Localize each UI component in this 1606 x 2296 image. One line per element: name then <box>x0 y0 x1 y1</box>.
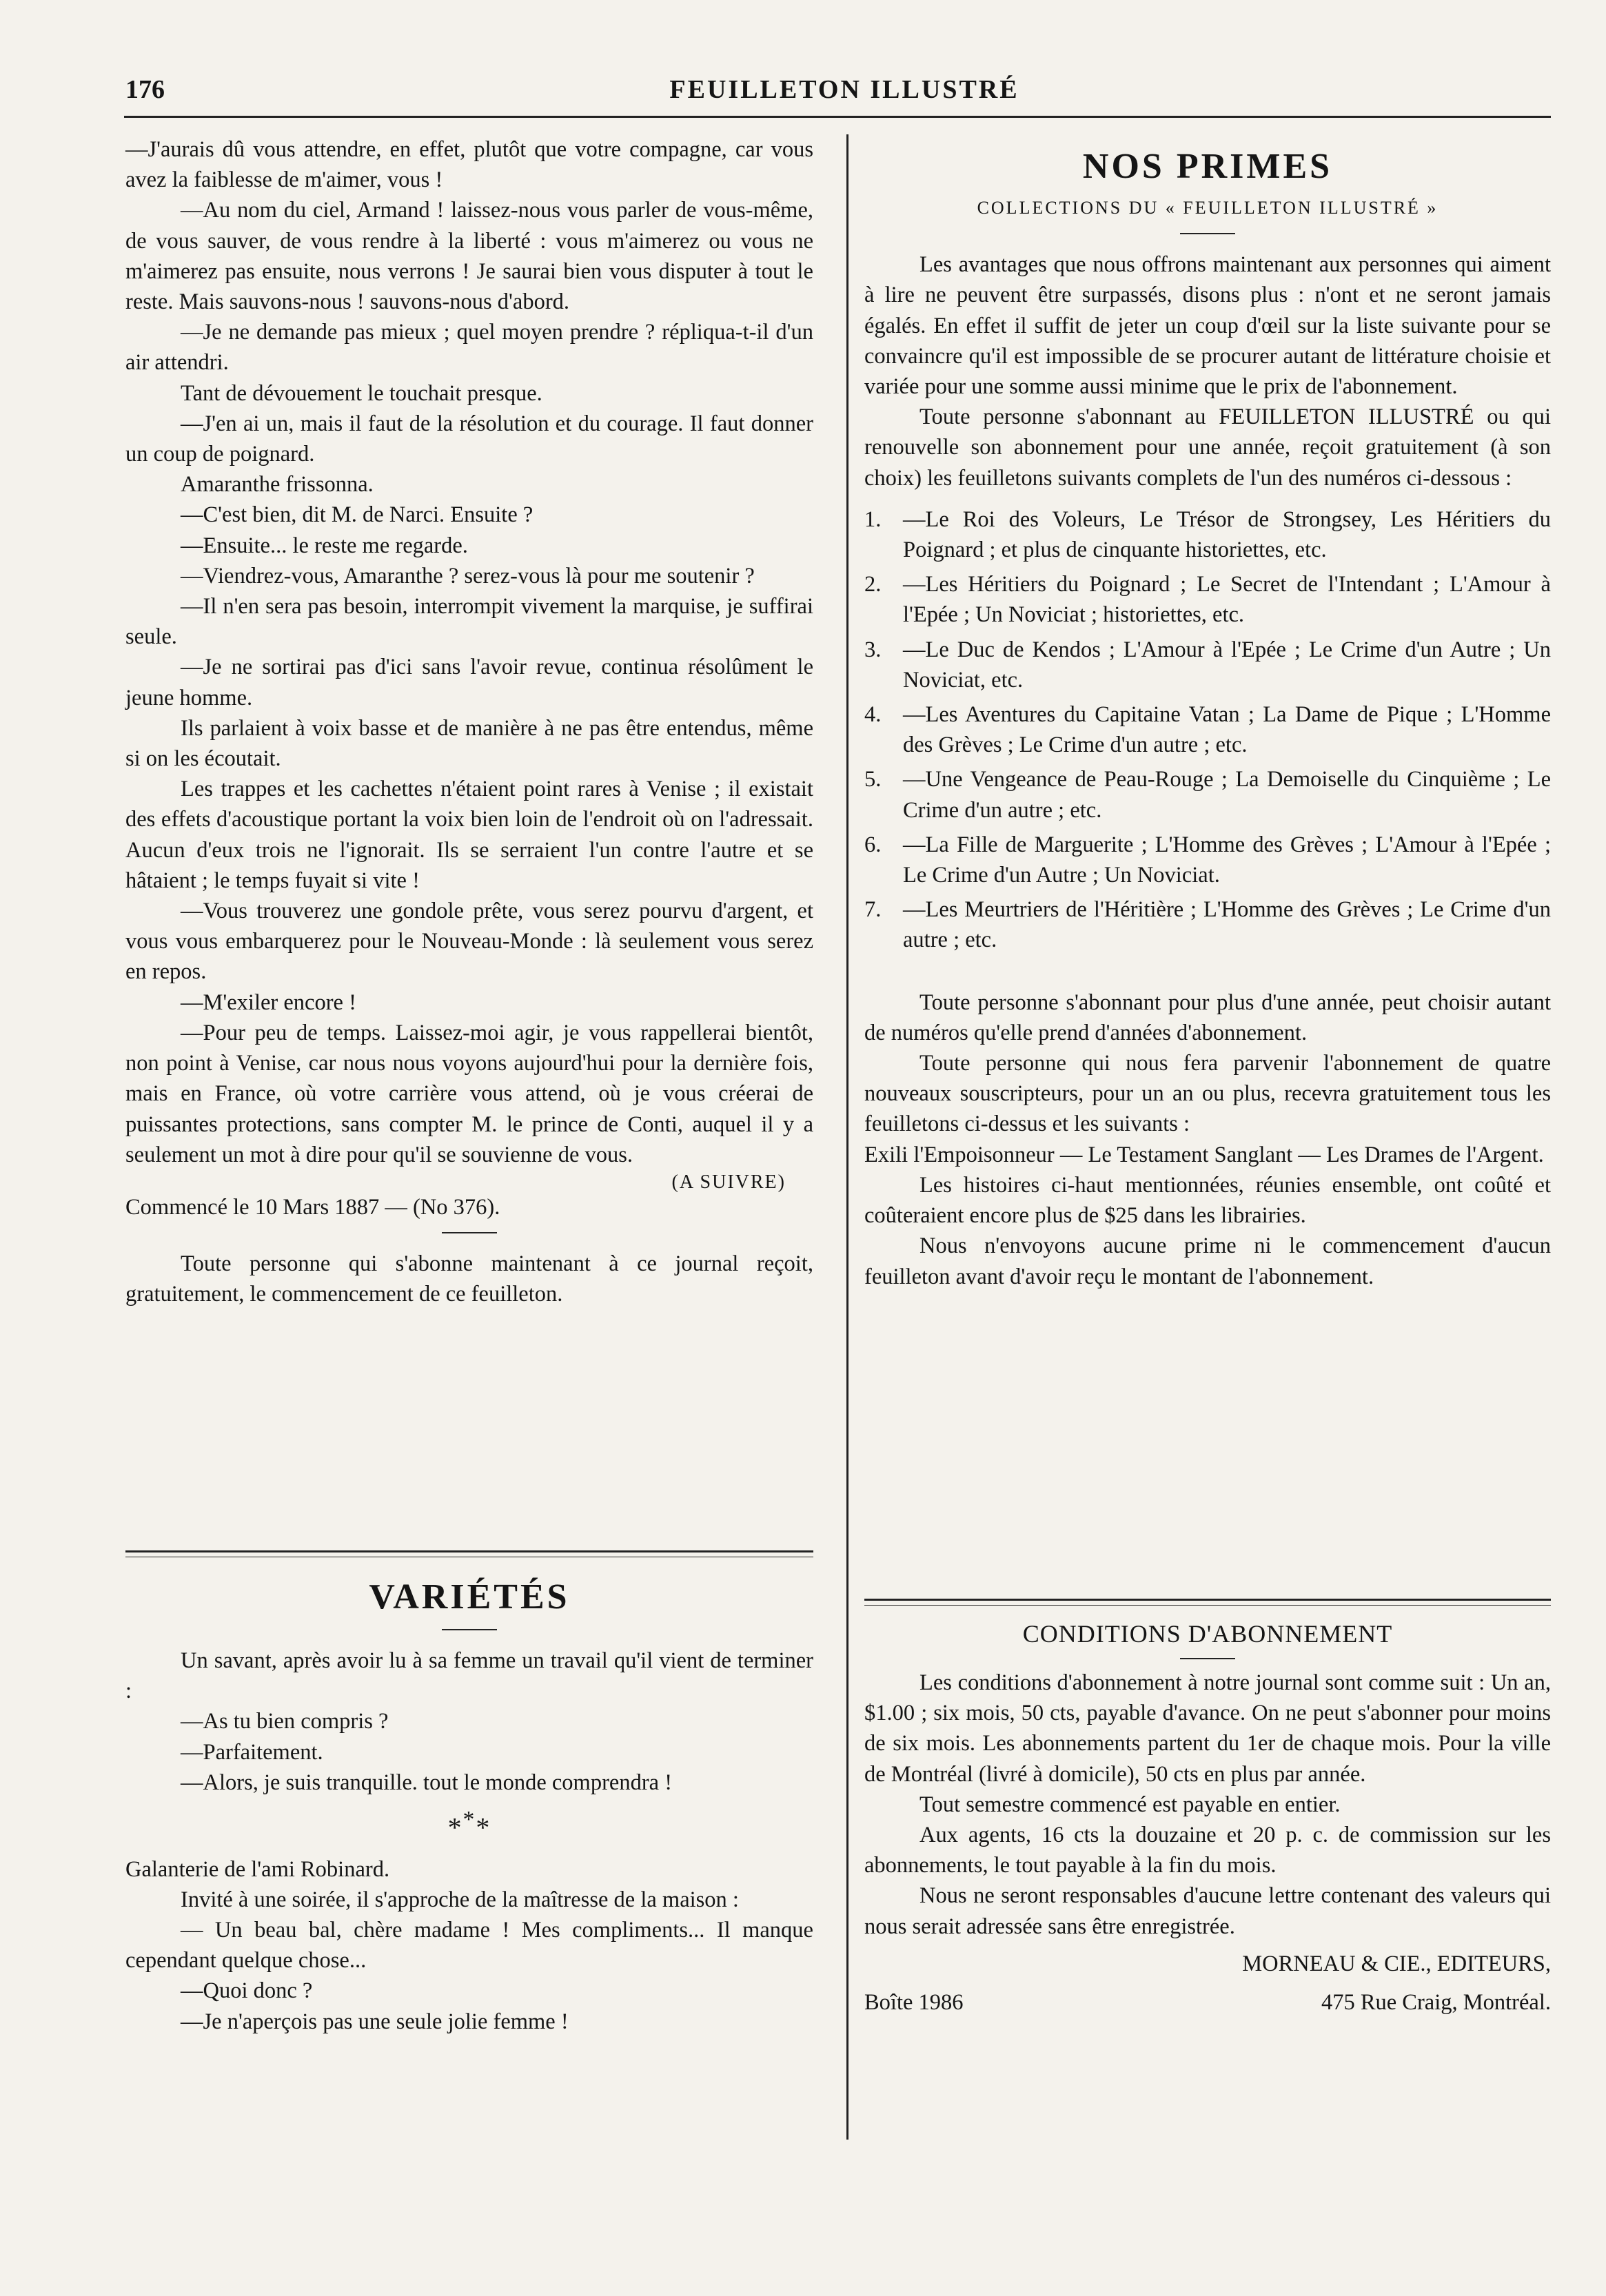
story-paragraph: Amaranthe frissonna. <box>181 472 374 498</box>
commence-line: Commencé le 10 Mars 1887 — (No 376). <box>125 1194 500 1220</box>
story-paragraph: —J'aurais dû vous attendre, en effet, plutôt que votre compagne, car vous avez la faiblesse de m'aimer, vous ! <box>125 137 813 193</box>
joke-paragraph: —Alors, je suis tranquille. tout le monde comprendra ! <box>181 1770 673 1795</box>
primes-intro: Les avantages que nous offrons maintenant aux personnes qui aiment à lire ne peuvent être surpassés, disons plus : n'ont et ne seront jamais égalés. En effet il suffit de jeter un coup d'œil sur la liste suivante pour se convaincre qu'il est impossible de se procurer autant de littérature choisie et variée pour une somme aussi minime que le prix de l'abonnement. <box>864 252 1551 400</box>
joke-paragraph: —Parfaitement. <box>181 1739 323 1765</box>
primes-title: NOS PRIMES <box>1082 147 1333 186</box>
primes-more: Toute personne s'abonnant pour plus d'une année, peut choisir autant de numéros qu'elle prend d'années d'abonnement. <box>864 990 1551 1045</box>
list-item: 6. —La Fille de Marguerite ; L'Homme des Grèves ; L'Amour à l'Epée ; Le Crime d'un Autre ; Un Noviciat. <box>864 832 1551 888</box>
divider <box>1180 1658 1235 1659</box>
imprint <box>864 1987 1551 2018</box>
a-suivre: (A SUIVRE) <box>671 1171 786 1193</box>
list-item: 5. —Une Vengeance de Peau-Rouge ; La Demoiselle du Cinquième ; Le Crime d'un autre ; etc. <box>864 767 1551 823</box>
list-item: 7. —Les Meurtriers de l'Héritière ; L'Homme des Grèves ; Le Crime d'un autre ; etc. <box>864 897 1551 953</box>
story-paragraph: Les trappes et les cachettes n'étaient point rares à Venise ; il existait des effets d'acoustique portant la voix bien loin de l'endroit où on l'adressait. Aucun d'eux trois ne l'ignorait. Ils se serraient l'un contre l'autre et se hâtaient ; le temps fuyait si vite ! <box>125 777 813 893</box>
primes-offer: Toute personne s'abonnant au FEUILLETON ILLUSTRÉ ou qui renouvelle son abonnement pour une année, reçoit gratuitement (à son choix) les feuilletons suivants complets de l'un des numéros ci-dessous : <box>864 404 1551 491</box>
story-paragraph: —C'est bien, dit M. de Narci. Ensuite ? <box>181 502 533 528</box>
joke-paragraph: Invité à une soirée, il s'approche de la maîtresse de la maison : <box>181 1887 739 1912</box>
story-paragraph: —Je ne sortirai pas d'ici sans l'avoir revue, continua résolûment le jeune homme. <box>125 655 813 710</box>
joke-paragraph: Un savant, après avoir lu à sa femme un travail qu'il vient de terminer : <box>125 1648 813 1704</box>
primes-note: Nous n'envoyons aucune prime ni le commencement d'aucun feuilleton avant d'avoir reçu le montant de l'abonnement. <box>864 1233 1551 1289</box>
section-rule <box>125 1550 813 1557</box>
running-title: FEUILLETON ILLUSTRÉ <box>669 75 1019 104</box>
story-paragraph: —Viendrez-vous, Amaranthe ? serez-vous là pour me soutenir ? <box>181 563 755 588</box>
list-item: 4. —Les Aventures du Capitaine Vatan ; La Dame de Pique ; L'Homme des Grèves ; Le Crime d'un autre ; etc. <box>864 702 1551 758</box>
asterism: *** <box>447 1807 491 1843</box>
conditions-paragraph: Aux agents, 16 cts la douzaine et 20 p. c. de commission sur les abonnements, le tout payable à la fin du mois. <box>864 1823 1551 1878</box>
story-paragraph: Tant de dévouement le touchait presque. <box>181 380 542 406</box>
story-text <box>125 134 813 1170</box>
boite: Boîte 1986 <box>864 1990 964 2016</box>
list-item: 1. —Le Roi des Voleurs, Le Trésor de Strongsey, Les Héritiers du Poignard ; et plus de cinquante historiettes, etc. <box>864 506 1551 563</box>
story-paragraph: —Il n'en sera pas besoin, interrompit vivement la marquise, je suffirai seule. <box>125 594 813 650</box>
primes-extra: Exili l'Empoisonneur — Le Testament Sanglant — Les Drames de l'Argent. <box>864 1142 1544 1167</box>
conditions-paragraph: Nous ne seront responsables d'aucune lettre contenant des valeurs qui nous serait adressée sans être enregistrée. <box>864 1883 1551 1939</box>
primes-value: Les histoires ci-haut mentionnées, réunies ensemble, ont coûté et coûteraient encore plus de $25 dans les librairies. <box>864 1172 1551 1229</box>
story-paragraph: —Au nom du ciel, Armand ! laissez-nous vous parler de vous-même, de vous sauver, de vous rendre à la liberté : vous m'aimerez ou vous ne m'aimerez pas ensuite, nous verrons ! Je saurai bien vous disputer à tout le reste. Mais sauvons-nous ! sauvons-nous d'abord. <box>125 198 813 315</box>
left-column <box>125 134 813 1310</box>
varietes-title: VARIÉTÉS <box>369 1577 570 1617</box>
address: 475 Rue Craig, Montréal. <box>1321 1990 1551 2016</box>
header-rule <box>124 116 1551 118</box>
publisher: MORNEAU & CIE., EDITEURS, <box>1242 1951 1551 1976</box>
conditions-paragraph: Tout semestre commencé est payable en entier. <box>919 1792 1341 1817</box>
joke-paragraph: — Un beau bal, chère madame ! Mes compliments... Il manque cependant quelque chose... <box>125 1917 813 1974</box>
story-paragraph: —M'exiler encore ! <box>181 990 356 1015</box>
primes-agents: Toute personne qui nous fera parvenir l'abonnement de quatre nouveaux souscripteurs, pour un an ou plus, recevra gratuitement tous les feuilletons ci-dessus et les suivants : <box>864 1051 1551 1137</box>
joke-paragraph: —Je n'aperçois pas une seule jolie femme ! <box>181 2009 569 2034</box>
column-rule <box>846 134 848 2140</box>
list-item: 2. —Les Héritiers du Poignard ; Le Secret de l'Intendant ; L'Amour à l'Epée ; Un Noviciat ; historiettes, etc. <box>864 572 1551 628</box>
divider <box>442 1629 497 1630</box>
story-paragraph: —Ensuite... le reste me regarde. <box>181 533 468 558</box>
varietes-section <box>125 1550 813 2037</box>
page-number: 176 <box>125 75 165 104</box>
story-paragraph: —Je ne demande pas mieux ; quel moyen prendre ? répliqua-t-il d'un air attendri. <box>125 320 813 376</box>
divider <box>442 1232 497 1233</box>
joke-paragraph: —Quoi donc ? <box>181 1978 313 2004</box>
divider <box>1180 233 1235 234</box>
story-paragraph: —Pour peu de temps. Laissez-moi agir, je vous rappellerai bientôt, non point à Venise, car nous nous voyons aujourd'hui pour la dernière fois, mais en France, où votre carrière vous attend, où je vous créerai de puissantes protections, sans compter M. le prince de Conti, auquel il y a seulement un mot à dire pour qu'il se souvienne de vous. <box>125 1020 813 1167</box>
section-rule <box>864 1599 1551 1606</box>
conditions-section <box>864 1599 1551 2018</box>
conditions-paragraph: Les conditions d'abonnement à notre journal sont comme suit : Un an, $1.00 ; six mois, 50 cts, payable d'avance. On ne peut s'abonner pour moins de six mois. Les abonnements partent du 1er de chaque mois. Pour la ville de Montréal (livré à domicile), 50 cts en plus par année. <box>864 1670 1551 1787</box>
joke-paragraph: —As tu bien compris ? <box>181 1709 389 1734</box>
list-item: 3. —Le Duc de Kendos ; L'Amour à l'Epée ; Le Crime d'un Autre ; Un Noviciat, etc. <box>864 637 1551 693</box>
primes-section <box>864 145 1551 1292</box>
primes-subtitle: COLLECTIONS DU « FEUILLETON ILLUSTRÉ » <box>977 198 1439 218</box>
conditions-title: CONDITIONS D'ABONNEMENT <box>1022 1620 1393 1648</box>
story-paragraph: —J'en ai un, mais il faut de la résolution et du courage. Il faut donner un coup de poignard. <box>125 411 813 467</box>
story-paragraph: —Vous trouverez une gondole prête, vous serez pourvu d'argent, et vous vous embarquerez pour le Nouveau-Monde : là seulement vous serez en repos. <box>125 899 813 985</box>
subscription-notice: Toute personne qui s'abonne maintenant à ce journal reçoit, gratuitement, le commencement de ce feuilleton. <box>125 1251 813 1307</box>
story-paragraph: Ils parlaient à voix basse et de manière à ne pas être entendus, même si on les écoutait. <box>125 715 813 772</box>
joke-title: Galanterie de l'ami Robinard. <box>125 1856 390 1882</box>
